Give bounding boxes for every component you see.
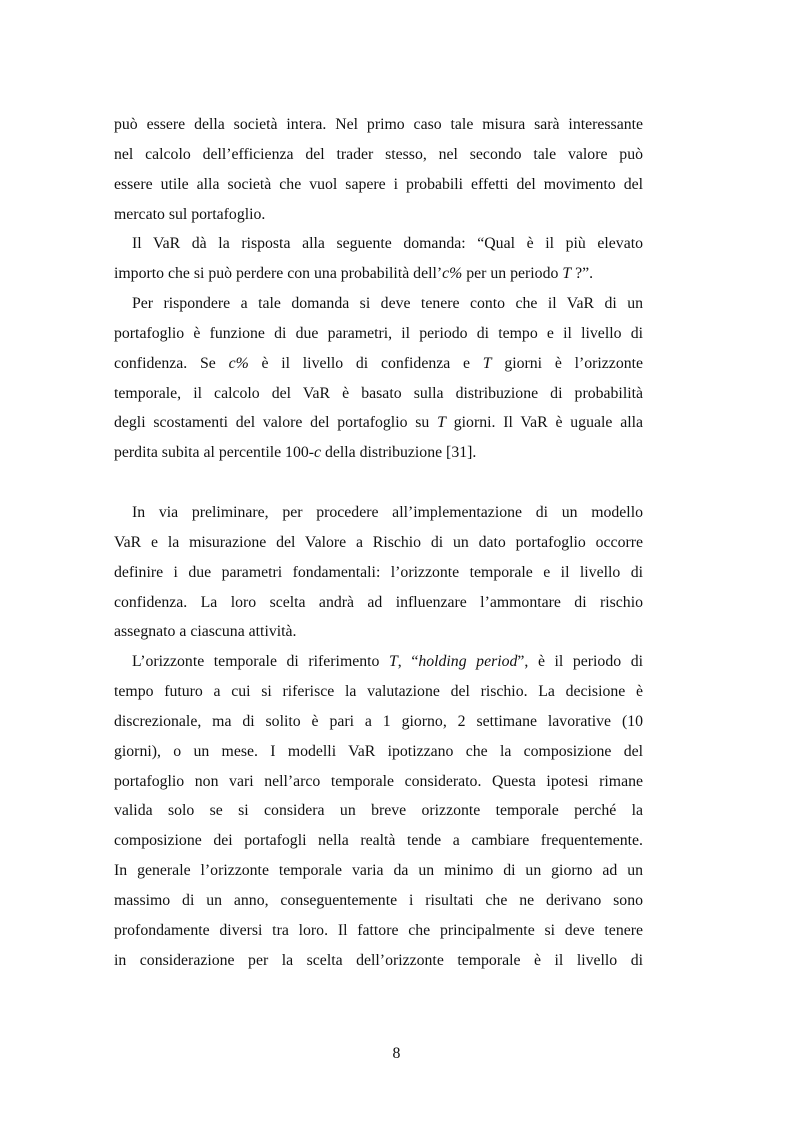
text-run: ?”.	[571, 265, 594, 283]
text-run: per un periodo	[462, 265, 563, 283]
body-line: Per rispondere a tale domanda si deve tenere conto che il VaR di un	[132, 295, 643, 313]
page-number: 8	[392, 1045, 401, 1062]
text-run: giorni. Il VaR è uguale alla	[445, 414, 643, 432]
body-line: confidenza. La loro scelta andrà ad influenzare l’ammontare di rischio	[114, 593, 643, 611]
body-line: essere utile alla società che vuol sapere i probabili effetti del movimento del	[114, 175, 643, 193]
italic-run: T	[482, 354, 492, 372]
body-line: valida solo se si considera un breve orizzonte temporale perché la	[114, 802, 643, 820]
text-run: è il livello di confidenza e	[248, 354, 483, 372]
text-run: , “	[397, 653, 419, 671]
body-line: massimo di un anno, conseguentemente i risultati che ne derivano sono	[114, 891, 643, 909]
body-line: profondamente diversi tra loro. Il fattore che principalmente si deve tenere	[114, 921, 643, 939]
italic-run: c%	[228, 354, 249, 372]
body-line	[114, 259, 643, 289]
body-line: In generale l’orizzonte temporale varia da un minimo di un giorno ad un	[114, 862, 643, 880]
body-line: In via preliminare, per procedere all’implementazione di un modello	[132, 503, 643, 521]
italic-run: c	[314, 444, 322, 462]
body-line: Il VaR dà la risposta alla seguente domanda: “Qual è il più elevato	[132, 235, 643, 253]
body-line: discrezionale, ma di solito è pari a 1 giorno, 2 settimane lavorative (10	[114, 712, 643, 730]
body-line: definire i due parametri fondamentali: l’orizzonte temporale e il livello di	[114, 563, 643, 581]
text-run: perdita subita al percentile 100-	[114, 444, 315, 462]
text-run: degli scostamenti del valore del portafoglio su	[114, 414, 438, 432]
body-line: può essere della società intera. Nel primo caso tale misura sarà interessante	[114, 116, 643, 133]
body-line	[114, 408, 643, 438]
body-line: in considerazione per la scelta dell’orizzonte temporale è il livello di	[114, 951, 643, 969]
body-line: nel calcolo dell’efficienza del trader stesso, nel secondo tale valore può	[114, 145, 643, 163]
body-line	[114, 647, 643, 677]
body-line: composizione dei portafogli nella realtà tende a cambiare frequentemente.	[114, 832, 643, 850]
body-line: temporale, il calcolo del VaR è basato sulla distribuzione di probabilità	[114, 384, 643, 402]
italic-run: c%	[442, 265, 463, 283]
italic-run: holding period	[418, 653, 518, 671]
text-run: ”, è il periodo di	[517, 653, 643, 671]
text-run: confidenza. Se	[114, 354, 229, 372]
italic-run: T	[437, 414, 446, 432]
body-line: assegnato a ciascuna attività.	[114, 623, 297, 641]
paragraph-gap	[114, 468, 643, 498]
text-run: L’orizzonte temporale di riferimento	[132, 653, 389, 671]
italic-run: T	[389, 653, 398, 671]
text-run: giorni è l’orizzonte	[491, 354, 644, 372]
body-line: giorni), o un mese. I modelli VaR ipotizzano che la composizione del	[114, 742, 643, 760]
body-line: portafoglio non vari nell’arco temporale considerato. Questa ipotesi rimane	[114, 772, 643, 790]
text-run: della distribuzione [31].	[321, 444, 477, 462]
text-run: importo che si può perdere con una probabilità dell’	[114, 265, 443, 283]
body-line: tempo futuro a cui si riferisce la valutazione del rischio. La decisione è	[114, 683, 643, 701]
body-line	[114, 438, 643, 468]
body-line	[114, 349, 643, 379]
page-body	[114, 110, 643, 975]
body-line: mercato sul portafoglio.	[114, 205, 266, 223]
italic-run: T	[562, 265, 572, 283]
body-line: portafoglio è funzione di due parametri, il periodo di tempo e il livello di	[114, 324, 643, 342]
body-line: VaR e la misurazione del Valore a Rischio di un dato portafoglio occorre	[114, 533, 643, 551]
